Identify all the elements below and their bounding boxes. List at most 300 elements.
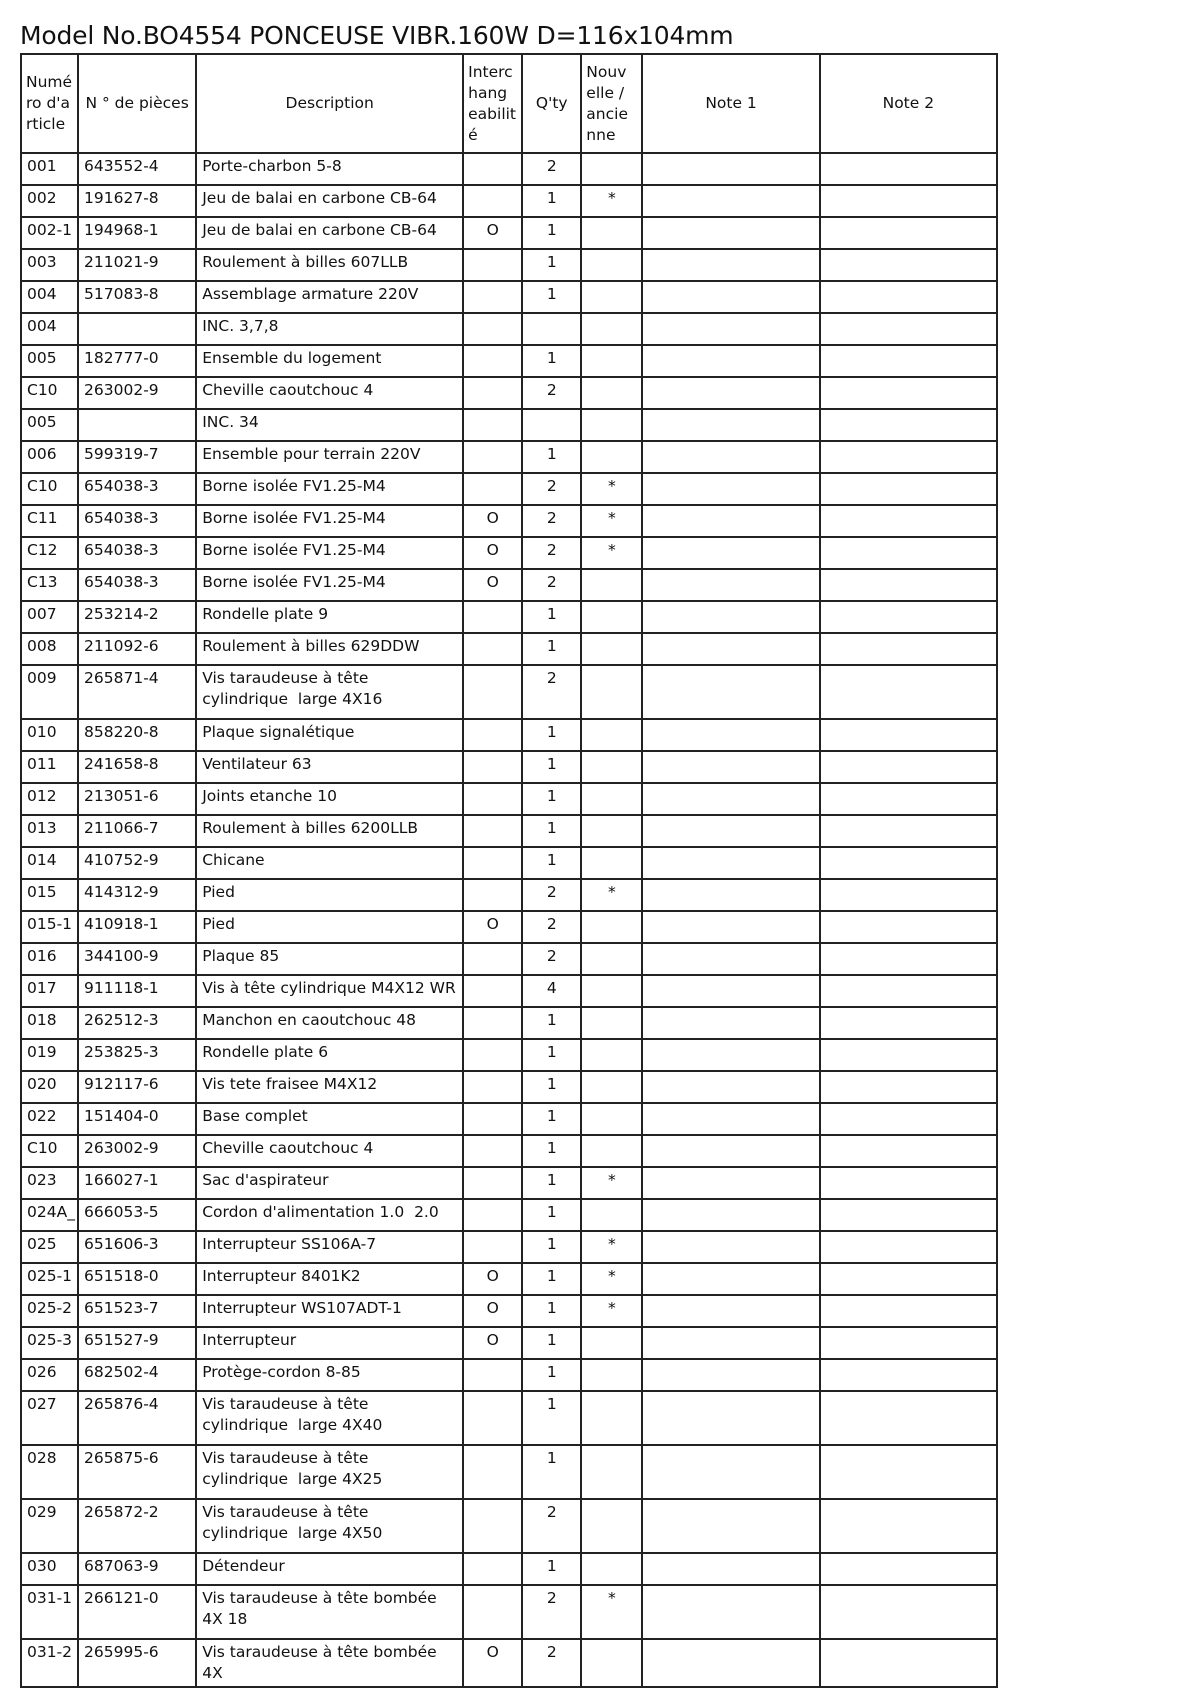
cell-part-number: 643552-4 [78,153,196,185]
cell-interchangeability: O [463,217,522,249]
cell-new-old [581,665,642,719]
cell-quantity: 1 [522,1167,581,1199]
cell-note-1 [642,1359,819,1391]
cell-new-old [581,313,642,345]
cell-note-1 [642,1639,819,1687]
cell-article-number: 018 [21,1007,78,1039]
cell-part-number: 599319-7 [78,441,196,473]
cell-quantity: 2 [522,505,581,537]
cell-article-number: C10 [21,473,78,505]
cell-part-number: 666053-5 [78,1199,196,1231]
cell-description: Cheville caoutchouc 4 [196,377,463,409]
cell-quantity: 1 [522,1327,581,1359]
cell-quantity: 1 [522,1103,581,1135]
cell-quantity: 1 [522,345,581,377]
cell-note-1 [642,1103,819,1135]
cell-note-1 [642,815,819,847]
cell-note-2 [820,783,997,815]
table-row [21,1103,997,1135]
cell-part-number: 191627-8 [78,185,196,217]
cell-note-1 [642,665,819,719]
cell-note-1 [642,633,819,665]
cell-note-2 [820,441,997,473]
cell-quantity: 2 [522,377,581,409]
cell-description: Joints etanche 10 [196,783,463,815]
cell-part-number: 262512-3 [78,1007,196,1039]
cell-new-old [581,911,642,943]
cell-note-1 [642,1039,819,1071]
cell-article-number: 019 [21,1039,78,1071]
cell-description: Vis taraudeuse à tête cylindrique large 4X16 [196,665,463,719]
table-row [21,1039,997,1071]
cell-description: Base complet [196,1103,463,1135]
table-row [21,185,997,217]
cell-quantity: 1 [522,1553,581,1585]
cell-new-old [581,281,642,313]
cell-interchangeability [463,601,522,633]
cell-note-2 [820,1231,997,1263]
cell-note-2 [820,313,997,345]
cell-part-number: 265875-6 [78,1445,196,1499]
cell-interchangeability [463,1391,522,1445]
cell-article-number: 031-1 [21,1585,78,1639]
cell-note-1 [642,1445,819,1499]
header-article-number: Numé ro d'a rticle [21,54,78,153]
cell-new-old: * [581,505,642,537]
cell-note-2 [820,409,997,441]
cell-note-1 [642,1499,819,1553]
table-row [21,601,997,633]
cell-description: Interrupteur SS106A-7 [196,1231,463,1263]
cell-note-2 [820,1553,997,1585]
cell-new-old [581,1071,642,1103]
cell-quantity: 2 [522,943,581,975]
cell-interchangeability: O [463,1263,522,1295]
cell-description: Borne isolée FV1.25-M4 [196,473,463,505]
cell-interchangeability [463,473,522,505]
table-row [21,1135,997,1167]
cell-description: Roulement à billes 607LLB [196,249,463,281]
cell-part-number: 263002-9 [78,377,196,409]
document-title: Model No.BO4554 PONCEUSE VIBR.160W D=116x104mm [20,21,734,50]
cell-article-number: 029 [21,1499,78,1553]
cell-description: Jeu de balai en carbone CB-64 [196,185,463,217]
cell-part-number: 651606-3 [78,1231,196,1263]
cell-note-1 [642,1231,819,1263]
table-row [21,345,997,377]
cell-part-number: 265876-4 [78,1391,196,1445]
cell-description: INC. 3,7,8 [196,313,463,345]
table-row [21,537,997,569]
cell-interchangeability: O [463,1295,522,1327]
cell-new-old [581,1391,642,1445]
cell-note-1 [642,281,819,313]
cell-note-1 [642,1135,819,1167]
cell-note-1 [642,847,819,879]
cell-part-number: 344100-9 [78,943,196,975]
cell-note-2 [820,1445,997,1499]
cell-quantity: 1 [522,1007,581,1039]
cell-interchangeability: O [463,911,522,943]
cell-interchangeability [463,1007,522,1039]
cell-note-1 [642,377,819,409]
cell-interchangeability [463,249,522,281]
cell-part-number: 211066-7 [78,815,196,847]
cell-quantity: 1 [522,1135,581,1167]
cell-article-number: 030 [21,1553,78,1585]
table-row [21,1263,997,1295]
cell-quantity: 2 [522,537,581,569]
cell-note-2 [820,281,997,313]
cell-note-1 [642,1263,819,1295]
table-row [21,975,997,1007]
cell-article-number: 008 [21,633,78,665]
cell-quantity: 1 [522,633,581,665]
cell-quantity: 1 [522,1039,581,1071]
cell-interchangeability [463,1071,522,1103]
cell-quantity: 2 [522,1499,581,1553]
cell-note-2 [820,815,997,847]
cell-note-2 [820,473,997,505]
cell-description: Plaque signalétique [196,719,463,751]
cell-article-number: 025-2 [21,1295,78,1327]
header-note-1: Note 1 [642,54,819,153]
cell-note-1 [642,719,819,751]
cell-article-number: 025-1 [21,1263,78,1295]
cell-part-number: 912117-6 [78,1071,196,1103]
cell-interchangeability [463,1135,522,1167]
cell-note-2 [820,345,997,377]
cell-new-old [581,783,642,815]
cell-quantity: 4 [522,975,581,1007]
cell-note-1 [642,975,819,1007]
cell-note-1 [642,1071,819,1103]
cell-part-number: 517083-8 [78,281,196,313]
cell-new-old [581,1639,642,1687]
cell-quantity: 1 [522,217,581,249]
table-row [21,665,997,719]
cell-note-1 [642,345,819,377]
cell-description: Protège-cordon 8-85 [196,1359,463,1391]
cell-description: Rondelle plate 9 [196,601,463,633]
cell-interchangeability [463,783,522,815]
cell-quantity: 2 [522,1639,581,1687]
cell-quantity: 1 [522,815,581,847]
cell-interchangeability [463,1103,522,1135]
cell-description: Borne isolée FV1.25-M4 [196,537,463,569]
cell-note-2 [820,1639,997,1687]
cell-article-number: 020 [21,1071,78,1103]
cell-new-old: * [581,473,642,505]
cell-quantity: 1 [522,1199,581,1231]
table-row [21,281,997,313]
cell-article-number: 015-1 [21,911,78,943]
table-row [21,409,997,441]
cell-note-1 [642,943,819,975]
cell-quantity: 1 [522,1231,581,1263]
cell-interchangeability: O [463,569,522,601]
cell-quantity: 1 [522,1445,581,1499]
cell-interchangeability: O [463,505,522,537]
cell-new-old: * [581,879,642,911]
cell-new-old [581,847,642,879]
cell-article-number: 007 [21,601,78,633]
cell-new-old [581,1135,642,1167]
cell-interchangeability: O [463,1639,522,1687]
cell-note-2 [820,1585,997,1639]
cell-description: INC. 34 [196,409,463,441]
table-row [21,1007,997,1039]
cell-part-number: 682502-4 [78,1359,196,1391]
cell-new-old [581,1499,642,1553]
cell-article-number: 004 [21,313,78,345]
cell-interchangeability [463,1499,522,1553]
cell-note-2 [820,537,997,569]
table-row [21,1585,997,1639]
cell-interchangeability [463,345,522,377]
cell-part-number [78,409,196,441]
cell-note-2 [820,1499,997,1553]
cell-new-old [581,815,642,847]
cell-quantity: 1 [522,751,581,783]
cell-interchangeability: O [463,537,522,569]
cell-description: Jeu de balai en carbone CB-64 [196,217,463,249]
table-row [21,751,997,783]
cell-new-old: * [581,1231,642,1263]
cell-note-2 [820,1039,997,1071]
cell-description: Roulement à billes 629DDW [196,633,463,665]
cell-part-number: 410752-9 [78,847,196,879]
table-row [21,633,997,665]
table-row [21,847,997,879]
cell-description: Roulement à billes 6200LLB [196,815,463,847]
cell-interchangeability [463,751,522,783]
cell-interchangeability [463,1553,522,1585]
cell-quantity: 1 [522,719,581,751]
cell-new-old [581,1553,642,1585]
cell-interchangeability [463,1445,522,1499]
table-row [21,1359,997,1391]
cell-quantity: 2 [522,911,581,943]
cell-interchangeability [463,1039,522,1071]
cell-interchangeability [463,1167,522,1199]
cell-new-old [581,719,642,751]
cell-description: Ventilateur 63 [196,751,463,783]
cell-part-number: 410918-1 [78,911,196,943]
cell-interchangeability [463,943,522,975]
cell-part-number: 211092-6 [78,633,196,665]
cell-article-number: 005 [21,409,78,441]
cell-note-1 [642,153,819,185]
cell-description: Porte-charbon 5-8 [196,153,463,185]
table-row [21,473,997,505]
cell-article-number: 003 [21,249,78,281]
cell-interchangeability [463,185,522,217]
cell-note-1 [642,409,819,441]
cell-interchangeability: O [463,1327,522,1359]
cell-part-number: 194968-1 [78,217,196,249]
cell-description: Interrupteur WS107ADT-1 [196,1295,463,1327]
cell-new-old: * [581,1263,642,1295]
cell-part-number: 651518-0 [78,1263,196,1295]
table-row [21,153,997,185]
table-row [21,1071,997,1103]
cell-article-number: C10 [21,1135,78,1167]
cell-note-2 [820,1263,997,1295]
cell-new-old: * [581,185,642,217]
cell-interchangeability [463,633,522,665]
cell-note-1 [642,505,819,537]
cell-interchangeability [463,1199,522,1231]
table-row [21,249,997,281]
cell-article-number: 031-2 [21,1639,78,1687]
cell-quantity: 1 [522,783,581,815]
cell-article-number: 017 [21,975,78,1007]
header-quantity: Q'ty [522,54,581,153]
cell-description: Interrupteur [196,1327,463,1359]
table-body [21,153,997,1687]
cell-note-1 [642,1553,819,1585]
cell-interchangeability [463,441,522,473]
cell-description: Manchon en caoutchouc 48 [196,1007,463,1039]
cell-interchangeability [463,879,522,911]
cell-part-number: 911118-1 [78,975,196,1007]
cell-new-old [581,345,642,377]
cell-interchangeability [463,665,522,719]
cell-quantity: 1 [522,1391,581,1445]
cell-new-old [581,975,642,1007]
cell-note-1 [642,569,819,601]
cell-new-old [581,409,642,441]
cell-quantity: 2 [522,473,581,505]
cell-article-number: 010 [21,719,78,751]
cell-new-old [581,1359,642,1391]
table-row [21,1327,997,1359]
cell-note-1 [642,1391,819,1445]
cell-part-number: 265872-2 [78,1499,196,1553]
cell-note-1 [642,1007,819,1039]
cell-note-2 [820,185,997,217]
table-row [21,1295,997,1327]
cell-interchangeability [463,1359,522,1391]
cell-quantity: 2 [522,1585,581,1639]
table-row [21,1199,997,1231]
table-row [21,815,997,847]
cell-article-number: 024A_ [21,1199,78,1231]
cell-description: Vis taraudeuse à tête cylindrique large 4X40 [196,1391,463,1445]
cell-description: Cordon d'alimentation 1.0 2.0 [196,1199,463,1231]
cell-part-number: 266121-0 [78,1585,196,1639]
cell-interchangeability [463,847,522,879]
cell-part-number: 414312-9 [78,879,196,911]
cell-article-number: C13 [21,569,78,601]
cell-article-number: 022 [21,1103,78,1135]
table-row [21,1639,997,1687]
cell-description: Rondelle plate 6 [196,1039,463,1071]
cell-new-old [581,943,642,975]
header-new-old: Nouv elle / ancie nne [581,54,642,153]
cell-description: Borne isolée FV1.25-M4 [196,505,463,537]
cell-new-old [581,249,642,281]
cell-article-number: 016 [21,943,78,975]
cell-note-2 [820,1359,997,1391]
cell-part-number: 211021-9 [78,249,196,281]
table-row [21,1553,997,1585]
cell-note-2 [820,879,997,911]
cell-note-1 [642,473,819,505]
cell-description: Vis taraudeuse à tête bombée 4X [196,1639,463,1687]
header-interchangeability: Interc hang eabilit é [463,54,522,153]
cell-new-old: * [581,1585,642,1639]
cell-note-2 [820,975,997,1007]
cell-new-old [581,601,642,633]
cell-article-number: 001 [21,153,78,185]
cell-interchangeability [463,1231,522,1263]
cell-note-1 [642,911,819,943]
table-row [21,783,997,815]
cell-interchangeability [463,281,522,313]
header-note-2: Note 2 [820,54,997,153]
cell-article-number: 002-1 [21,217,78,249]
cell-new-old [581,1103,642,1135]
cell-article-number: C12 [21,537,78,569]
cell-part-number: 265871-4 [78,665,196,719]
cell-note-1 [642,185,819,217]
cell-part-number: 654038-3 [78,569,196,601]
cell-article-number: 027 [21,1391,78,1445]
table-row [21,943,997,975]
cell-note-1 [642,751,819,783]
cell-part-number: 253825-3 [78,1039,196,1071]
cell-article-number: 028 [21,1445,78,1499]
cell-description: Ensemble pour terrain 220V [196,441,463,473]
cell-new-old [581,377,642,409]
table-header-row [21,54,997,153]
cell-note-2 [820,569,997,601]
cell-note-2 [820,505,997,537]
cell-note-2 [820,601,997,633]
cell-quantity: 2 [522,665,581,719]
cell-part-number: 265995-6 [78,1639,196,1687]
cell-quantity: 1 [522,1295,581,1327]
cell-note-1 [642,1295,819,1327]
table-row [21,569,997,601]
table-row [21,1167,997,1199]
cell-article-number: 023 [21,1167,78,1199]
cell-part-number: 687063-9 [78,1553,196,1585]
cell-note-2 [820,153,997,185]
cell-interchangeability [463,975,522,1007]
cell-new-old [581,1445,642,1499]
cell-quantity: 2 [522,153,581,185]
cell-note-2 [820,1295,997,1327]
cell-part-number [78,313,196,345]
table-row [21,505,997,537]
cell-note-2 [820,1327,997,1359]
cell-part-number: 213051-6 [78,783,196,815]
cell-quantity [522,409,581,441]
cell-note-2 [820,633,997,665]
cell-description: Ensemble du logement [196,345,463,377]
parts-table [20,53,998,1688]
cell-new-old [581,569,642,601]
cell-article-number: 025 [21,1231,78,1263]
cell-interchangeability [463,409,522,441]
cell-note-2 [820,751,997,783]
table-row [21,1231,997,1263]
cell-article-number: 009 [21,665,78,719]
cell-article-number: 011 [21,751,78,783]
